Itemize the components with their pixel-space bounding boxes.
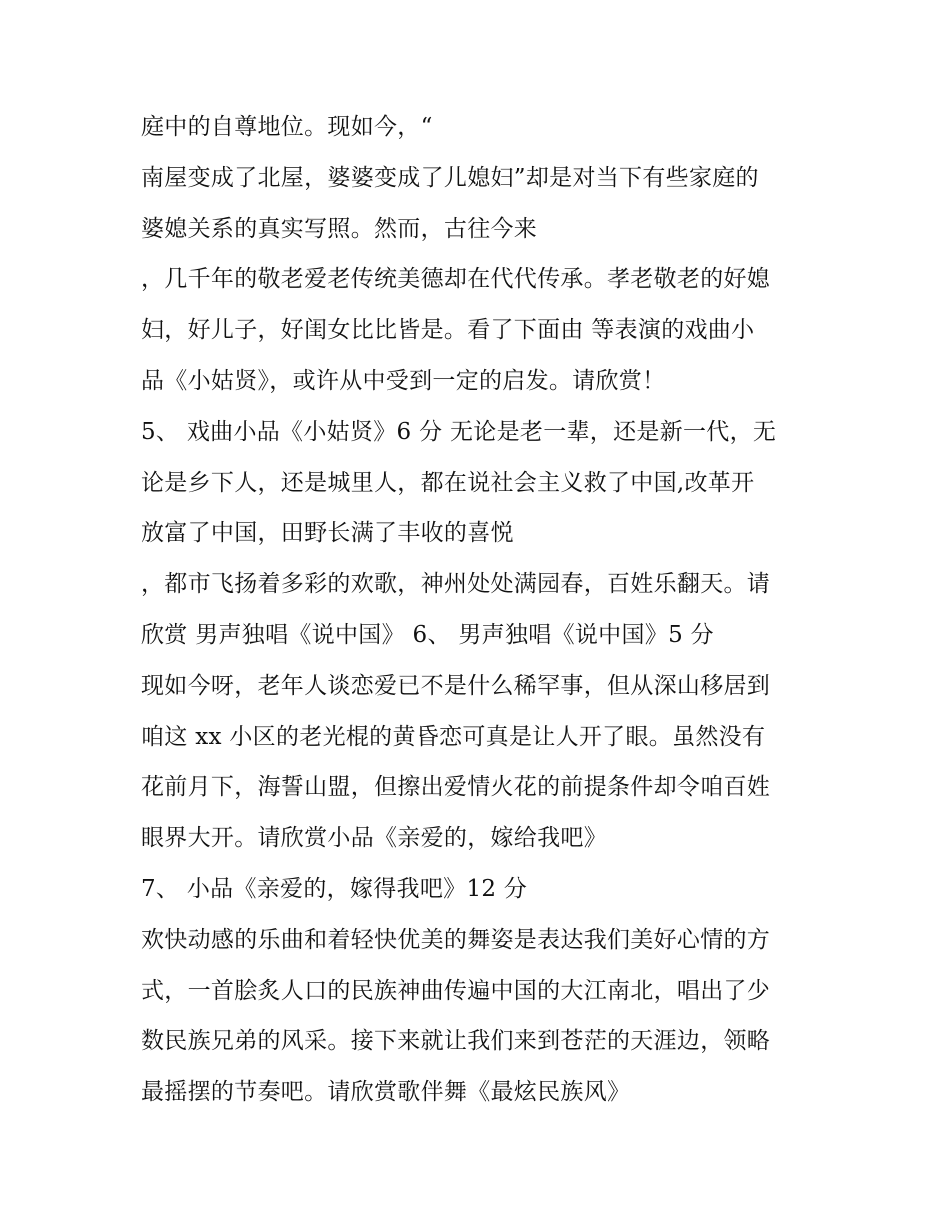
text-line: 放富了中国，田野长满了丰收的喜悦: [141, 520, 514, 547]
text-line: 眼界大开。请欣赏小品《亲爱的，嫁给我吧》: [141, 825, 607, 852]
text-line: 现如今呀，老年人谈恋爱已不是什么稀罕事，但从深山移居到: [141, 672, 771, 699]
text-line: ，几千年的敬老爱老传统美德却在代代传承。孝老敬老的好媳: [141, 266, 771, 293]
text-line: 妇，好儿子，好闺女比比皆是。看了下面由 等表演的戏曲小: [141, 317, 755, 344]
text-line: 欣赏 男声独唱《说中国》 6、 男声独唱《说中国》5 分: [141, 621, 714, 648]
text-line: ，都市飞扬着多彩的欢歌，神州处处满园春，百姓乐翻天。请: [141, 571, 771, 598]
document-body: [141, 107, 821, 1123]
text-line: 论是乡下人，还是城里人，都在说社会主义救了中国,改革开: [141, 469, 755, 496]
text-line: 5、 戏曲小品《小姑贤》6 分 无论是老一辈，还是新一代，无: [141, 418, 777, 445]
text-line: 庭中的自尊地位。现如今，“: [141, 114, 433, 140]
text-line: 花前月下，海誓山盟，但擦出爱情火花的前提条件却令咱百姓: [141, 774, 771, 801]
text-line: 品《小姑贤》，或许从中受到一定的启发。请欣赏！: [141, 367, 666, 394]
text-line: 最摇摆的节奏吧。请欣赏歌伴舞《最炫民族风》: [141, 1079, 631, 1106]
text-line: 咱这 xx 小区的老光棍的黄昏恋可真是让人开了眼。虽然没有: [141, 723, 766, 750]
text-line: 南屋变成了北屋，婆婆变成了儿媳妇”却是对当下有些家庭的: [141, 164, 759, 191]
text-line: 式，一首脍炙人口的民族神曲传遍中国的大江南北，唱出了少: [141, 977, 771, 1004]
text-line: 欢快动感的乐曲和着轻快优美的舞姿是表达我们美好心情的方: [141, 926, 771, 953]
text-line: 7、 小品《亲爱的，嫁得我吧》12 分: [141, 875, 528, 902]
text-line: 婆媳关系的真实写照。然而，古往今来: [141, 215, 538, 242]
text-line: 数民族兄弟的风采。接下来就让我们来到苍茫的天涯边，领略: [141, 1028, 771, 1055]
